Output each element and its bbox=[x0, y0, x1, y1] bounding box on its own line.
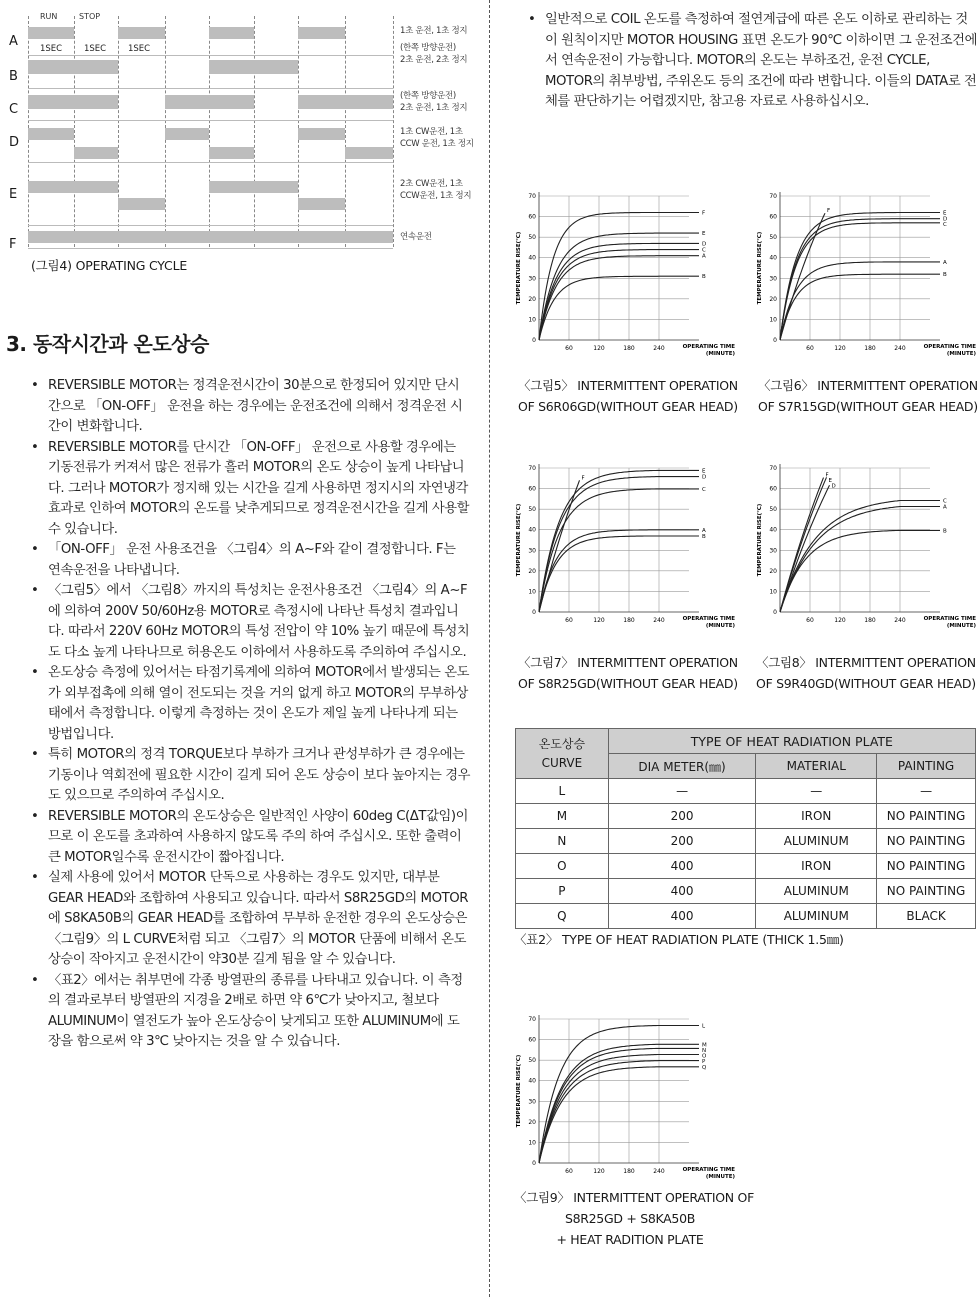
cycle-run-band bbox=[28, 181, 118, 193]
caption-line: + HEAT RADITION PLATE bbox=[556, 1232, 704, 1247]
curve-header-line1: 온도상승 bbox=[538, 736, 586, 751]
y-tick-label: 0 bbox=[532, 337, 536, 344]
x-tick-label: 240 bbox=[894, 345, 906, 352]
series-label: A bbox=[943, 504, 947, 511]
x-tick-label: 240 bbox=[653, 617, 665, 624]
series-label: E bbox=[702, 231, 706, 238]
curve-header bbox=[516, 729, 609, 779]
y-tick-label: 30 bbox=[769, 547, 777, 555]
cycle-run-band bbox=[298, 128, 345, 140]
y-tick-label: 30 bbox=[528, 275, 536, 283]
series-label: L bbox=[702, 1023, 706, 1030]
y-tick-label: 30 bbox=[528, 1098, 536, 1106]
x-tick-label: 180 bbox=[864, 345, 876, 352]
y-tick-label: 40 bbox=[528, 1077, 536, 1085]
table-cell: — bbox=[608, 779, 756, 804]
series-label: P bbox=[702, 1058, 706, 1065]
cycle-run-band bbox=[165, 128, 209, 140]
y-tick-label: 20 bbox=[769, 567, 777, 575]
y-tick-label: 70 bbox=[528, 1016, 536, 1023]
series-label: Q bbox=[702, 1064, 707, 1071]
y-tick-label: 20 bbox=[528, 295, 536, 303]
cycle-row-desc: 1초 CW운전, 1초 CCW 운전, 1초 정지 bbox=[400, 127, 474, 149]
table-cell: — bbox=[756, 779, 877, 804]
table-cell: M bbox=[516, 804, 609, 829]
series-label: A bbox=[702, 253, 706, 260]
x-tick-label: 240 bbox=[653, 1168, 665, 1175]
figure6-chart bbox=[753, 190, 980, 364]
figure4-caption: (그림4) OPERATING CYCLE bbox=[31, 258, 188, 273]
table2-caption: 〈표2〉 TYPE OF HEAT RADIATION PLATE (THICK 1.5㎜) bbox=[514, 932, 844, 947]
caption-line: 〈그림5〉 INTERMITTENT OPERATION bbox=[518, 378, 738, 393]
series-label: F bbox=[827, 208, 831, 215]
y-tick-label: 0 bbox=[532, 609, 536, 616]
cycle-row-label: C bbox=[9, 102, 19, 117]
table-row bbox=[516, 779, 976, 804]
caption-line: S8R25GD + S8KA50B bbox=[564, 1211, 695, 1226]
y-tick-label: 50 bbox=[528, 506, 536, 514]
table-row bbox=[516, 854, 976, 879]
y-tick-label: 60 bbox=[769, 213, 777, 221]
cycle-run-band bbox=[74, 147, 118, 159]
cycle-gridline bbox=[393, 16, 394, 247]
series-line bbox=[539, 1044, 699, 1163]
series-label: E bbox=[702, 468, 706, 475]
y-tick-label: 10 bbox=[528, 1139, 536, 1147]
y-tick-label: 50 bbox=[769, 506, 777, 514]
curve-header-line2: CURVE bbox=[541, 755, 583, 770]
table-cell: 200 bbox=[608, 829, 756, 854]
table-row bbox=[516, 879, 976, 904]
table-cell: N bbox=[516, 829, 609, 854]
series-line bbox=[539, 536, 699, 612]
cycle-run-band bbox=[345, 147, 393, 159]
series-line bbox=[539, 276, 699, 340]
y-axis-label: TEMPERATURE RISE(℃) bbox=[516, 1054, 522, 1128]
series-label: B bbox=[702, 533, 706, 540]
y-tick-label: 0 bbox=[532, 1160, 536, 1167]
y-tick-label: 60 bbox=[528, 213, 536, 221]
material-header: MATERIAL bbox=[756, 754, 877, 779]
x-tick-label: 180 bbox=[623, 345, 635, 352]
cycle-run-band bbox=[118, 27, 165, 39]
table-cell: — bbox=[877, 779, 976, 804]
table-cell: NO PAINTING bbox=[877, 804, 976, 829]
y-tick-label: 60 bbox=[528, 485, 536, 493]
x-axis-label: OPERATING TIME bbox=[682, 1167, 735, 1173]
table-cell: O bbox=[516, 854, 609, 879]
x-tick-label: 60 bbox=[565, 617, 573, 624]
cycle-run-band bbox=[118, 198, 165, 210]
y-tick-label: 70 bbox=[769, 193, 777, 200]
series-line bbox=[780, 213, 825, 340]
x-tick-label: 120 bbox=[593, 345, 605, 352]
cycle-row-separator bbox=[28, 88, 393, 89]
series-line bbox=[539, 250, 699, 340]
x-tick-label: 180 bbox=[623, 617, 635, 624]
y-tick-label: 10 bbox=[769, 588, 777, 596]
y-tick-label: 10 bbox=[528, 588, 536, 596]
table-cell: 400 bbox=[608, 854, 756, 879]
series-label: B bbox=[943, 272, 947, 279]
cycle-row-label: E bbox=[9, 187, 18, 202]
x-tick-label: 240 bbox=[653, 345, 665, 352]
y-tick-label: 70 bbox=[769, 465, 777, 472]
figure9-caption bbox=[514, 1187, 754, 1250]
chart-svg bbox=[512, 190, 742, 360]
x-axis-label: OPERATING TIME bbox=[923, 616, 976, 622]
y-tick-label: 10 bbox=[769, 316, 777, 324]
cycle-gridline bbox=[254, 16, 255, 247]
x-tick-label: 120 bbox=[834, 617, 846, 624]
cycle-sec-label: 1SEC bbox=[128, 44, 151, 54]
y-tick-label: 60 bbox=[528, 1036, 536, 1044]
cycle-run-band bbox=[28, 128, 74, 140]
figure5-caption bbox=[518, 375, 738, 417]
series-label: C bbox=[702, 247, 706, 254]
x-axis-label: (MINUTE) bbox=[705, 623, 735, 629]
caption-line: OF S8R25GD(WITHOUT GEAR HEAD) bbox=[518, 676, 738, 691]
x-axis-label: (MINUTE) bbox=[946, 623, 976, 629]
cycle-gridline bbox=[209, 16, 210, 247]
right-bullet-list bbox=[528, 10, 978, 113]
bullet-item: • REVERSIBLE MOTOR를 단시간 「ON-OFF」 운전으로 사용할 경우에는 기동전류가 커져서 많은 전류가 흘러 MOTOR의 온도 상승이 높게 나타납니다. 그러나 MOTOR가 정지해 있는 시간을 길게 사용하면 정지시의 자연냉각 효과로 인하여 MOTOR의 온도를 낮추게되므로 정격운전시간을 길게 사용할 수 있습니다. bbox=[31, 438, 471, 541]
y-tick-label: 10 bbox=[528, 316, 536, 324]
y-axis-label: TEMPERATURE RISE(℃) bbox=[516, 503, 522, 577]
caption-line: 〈그림9〉 INTERMITTENT OPERATION OF bbox=[514, 1190, 754, 1205]
table-cell: NO PAINTING bbox=[877, 879, 976, 904]
series-line bbox=[780, 213, 940, 341]
figure7-chart bbox=[512, 462, 742, 636]
series-label: C bbox=[943, 498, 947, 505]
cycle-row-label: A bbox=[9, 34, 18, 49]
series-label: M bbox=[702, 1042, 707, 1049]
x-tick-label: 120 bbox=[834, 345, 846, 352]
cycle-row-separator bbox=[28, 55, 393, 56]
caption-line: 〈그림6〉 INTERMITTENT OPERATION bbox=[758, 378, 978, 393]
bullet-item: • 〈그림5〉에서 〈그림8〉까지의 특성치는 운전사용조건 〈그림4〉의 A~F에 의하여 200V 50/60Hz용 MOTOR로 측정시에 나타난 특성치 결과입니다. 따라서 220V 60Hz MOTOR의 특성 전압이 약 10% 높기 때문에 특성치도 다소 높게 나타나므로 허용온도 이하에서 사용하도록 주의하여 주십시오. bbox=[31, 581, 471, 663]
cycle-run-band bbox=[209, 27, 254, 39]
run-label: RUN bbox=[40, 12, 58, 21]
bullet-item: • 실제 사용에 있어서 MOTOR 단독으로 사용하는 경우도 있지만, 대부분 GEAR HEAD와 조합하여 사용되고 있습니다. 따라서 S8R25GD의 MOTOR에 S8KA50B의 GEAR HEAD를 조합하여 무부하 운전한 경우의 온도상승은 〈그림9〉의 L CURVE처럼 되고 〈그림7〉의 MOTOR 단품에 비해서 온도상승이 작아지고 운전시간이 약30분 길게 됨을 알 수 있습니다. bbox=[31, 868, 471, 971]
table-row bbox=[516, 804, 976, 829]
series-line bbox=[780, 485, 830, 612]
x-tick-label: 240 bbox=[894, 617, 906, 624]
series-label: A bbox=[702, 527, 706, 534]
series-label: D bbox=[702, 474, 707, 481]
cycle-row-desc: 1초 운전, 1초 정지 bbox=[400, 26, 468, 36]
y-tick-label: 40 bbox=[769, 526, 777, 534]
figure7-caption bbox=[518, 652, 738, 694]
series-label: A bbox=[943, 259, 947, 266]
cycle-row-separator bbox=[28, 225, 393, 226]
y-tick-label: 30 bbox=[769, 275, 777, 283]
caption-line: 〈그림8〉 INTERMITTENT OPERATION bbox=[756, 655, 976, 670]
y-tick-label: 20 bbox=[769, 295, 777, 303]
diameter-header: DIA METER(㎜) bbox=[608, 754, 756, 779]
figure5-chart bbox=[512, 190, 742, 364]
bullet-item: • 온도상승 측정에 있어서는 타점기록계에 의하여 MOTOR에서 발생되는 온도가 외부접촉에 의해 열이 전도되는 것을 거의 없게 하고 MOTOR의 무부하상태에서 측정합니다. 이렇게 측정하는 것이 온도가 제일 높게 나타나게 되는 방법입니다. bbox=[31, 663, 471, 745]
chart-svg bbox=[512, 462, 742, 632]
painting-header: PAINTING bbox=[877, 754, 976, 779]
y-tick-label: 70 bbox=[528, 465, 536, 472]
cycle-run-band bbox=[209, 181, 298, 193]
x-axis-label: OPERATING TIME bbox=[682, 616, 735, 622]
cycle-row-desc: 2초 CW운전, 1초 CCW운전, 1초 정지 bbox=[400, 179, 472, 201]
series-label: E bbox=[943, 210, 947, 217]
y-axis-label: TEMPERATURE RISE(℃) bbox=[757, 503, 763, 577]
series-label: D bbox=[702, 241, 707, 248]
right-bullet: • 일반적으로 COIL 온도를 측정하여 절연계급에 따른 온도 이하로 관리하는 것이 원칙이지만 MOTOR HOUSING 표면 온도가 90℃ 이하이면 그 운전조건에서 연속운전이 가능합니다. MOTOR의 온도는 부하조건, 운전 CYCLE, MOTOR의 취부방법, 주위온도 등의 조건에 따라 변합니다. 이들의 DATA로 전체를 판단하기는 어렵겠지만, 참고용 자료로 사용하십시오. bbox=[528, 10, 978, 113]
series-label: F bbox=[581, 475, 585, 482]
table-cell: IRON bbox=[756, 854, 877, 879]
caption-line: 〈그림7〉 INTERMITTENT OPERATION bbox=[518, 655, 738, 670]
cycle-run-band bbox=[165, 95, 254, 109]
cycle-sec-label: 1SEC bbox=[40, 44, 63, 54]
cycle-row-label: D bbox=[9, 135, 20, 150]
x-tick-label: 180 bbox=[623, 1168, 635, 1175]
cycle-row-separator bbox=[28, 120, 393, 121]
table-cell: L bbox=[516, 779, 609, 804]
series-line bbox=[780, 507, 940, 613]
cycle-row-desc: 연속운전 bbox=[400, 232, 432, 242]
table-cell: NO PAINTING bbox=[877, 854, 976, 879]
series-line bbox=[539, 470, 699, 612]
table-cell: ALUMINUM bbox=[756, 879, 877, 904]
table-cell: NO PAINTING bbox=[877, 829, 976, 854]
y-axis-label: TEMPERATURE RISE(℃) bbox=[516, 231, 522, 305]
table-cell: ALUMINUM bbox=[756, 829, 877, 854]
series-line bbox=[539, 1067, 699, 1163]
bullet-item: • REVERSIBLE MOTOR는 정격운전시간이 30분으로 한정되어 있지만 단시간으로 「ON-OFF」 운전을 하는 경우에는 운전조건에 의해서 정격운전 시간이 변화합니다. bbox=[31, 376, 471, 438]
series-label: E bbox=[828, 478, 832, 485]
table-row bbox=[516, 829, 976, 854]
cycle-row-desc: (한쪽 방향운전) 2초 운전, 1초 정지 bbox=[400, 91, 468, 113]
y-axis-label: TEMPERATURE RISE(℃) bbox=[757, 231, 763, 305]
cycle-gridline bbox=[345, 16, 346, 247]
series-label: F bbox=[825, 472, 829, 479]
section-title: 3. 동작시간과 온도상승 bbox=[6, 332, 209, 356]
series-label: B bbox=[702, 274, 706, 281]
series-line bbox=[539, 1061, 699, 1163]
series-label: N bbox=[702, 1047, 707, 1054]
cycle-run-band bbox=[209, 147, 254, 159]
cycle-run-band bbox=[298, 198, 345, 210]
column-divider bbox=[489, 0, 490, 1297]
y-tick-label: 70 bbox=[528, 193, 536, 200]
cycle-gridline bbox=[74, 16, 75, 247]
bullet-item: • 특히 MOTOR의 정격 TORQUE보다 부하가 크거나 관성부하가 큰 경우에는 기동이나 역회전에 필요한 시간이 길게 되어 온도 상승이 보다 높아지는 경우도 있으므로 주의하여 주십시오. bbox=[31, 745, 471, 807]
x-tick-label: 60 bbox=[565, 345, 573, 352]
series-label: D bbox=[831, 483, 836, 490]
chart-svg bbox=[753, 462, 980, 632]
chart-svg bbox=[753, 190, 980, 360]
cycle-row-desc: (한쪽 방향운전) 2초 운전, 2초 정지 bbox=[400, 43, 468, 65]
chart-svg bbox=[512, 1013, 742, 1183]
x-axis-label: OPERATING TIME bbox=[682, 344, 735, 350]
x-axis-label: (MINUTE) bbox=[705, 351, 735, 357]
y-tick-label: 50 bbox=[528, 234, 536, 242]
table-cell: IRON bbox=[756, 804, 877, 829]
series-label: C bbox=[943, 222, 947, 229]
x-tick-label: 120 bbox=[593, 1168, 605, 1175]
cycle-row-label: F bbox=[9, 237, 17, 252]
cycle-run-band bbox=[28, 95, 118, 109]
y-tick-label: 0 bbox=[773, 609, 777, 616]
table-cell: Q bbox=[516, 904, 609, 929]
caption-line: OF S6R06GD(WITHOUT GEAR HEAD) bbox=[518, 399, 738, 414]
caption-line: OF S9R40GD(WITHOUT GEAR HEAD) bbox=[756, 676, 976, 691]
x-tick-label: 60 bbox=[806, 345, 814, 352]
y-tick-label: 30 bbox=[528, 547, 536, 555]
y-tick-label: 50 bbox=[528, 1057, 536, 1065]
cycle-run-band bbox=[28, 231, 393, 243]
table-cell: 400 bbox=[608, 879, 756, 904]
cycle-gridline bbox=[118, 16, 119, 247]
figure9-chart bbox=[512, 1013, 742, 1187]
x-axis-label: (MINUTE) bbox=[946, 351, 976, 357]
group-header: TYPE OF HEAT RADIATION PLATE bbox=[608, 729, 975, 754]
table-row bbox=[516, 904, 976, 929]
figure8-caption bbox=[756, 652, 976, 694]
bullet-item: • 〈표2〉에서는 취부면에 각종 방열판의 종류를 나타내고 있습니다. 이 측정의 결과로부터 방열판의 지경을 2배로 하면 약 6℃가 낮아지고, 철보다 ALUMINUM이 열전도가 높아 온도상승이 낮게되고 또한 ALUMINUM에 도장을 함으로써 약 3℃ 낮아지는 것을 알 수 있습니다. bbox=[31, 971, 471, 1053]
cycle-run-band bbox=[298, 95, 393, 109]
y-tick-label: 20 bbox=[528, 1118, 536, 1126]
series-line bbox=[539, 256, 699, 340]
y-tick-label: 60 bbox=[769, 485, 777, 493]
cycle-run-band bbox=[28, 27, 74, 39]
heat-plate-table bbox=[515, 728, 976, 929]
series-line bbox=[780, 274, 940, 340]
table-cell: ALUMINUM bbox=[756, 904, 877, 929]
table-cell: P bbox=[516, 879, 609, 904]
table-cell: 400 bbox=[608, 904, 756, 929]
cycle-run-band bbox=[209, 60, 298, 74]
y-tick-label: 50 bbox=[769, 234, 777, 242]
caption-line: OF S7R15GD(WITHOUT GEAR HEAD) bbox=[758, 399, 978, 414]
x-tick-label: 60 bbox=[806, 617, 814, 624]
figure8-chart bbox=[753, 462, 980, 636]
y-tick-label: 40 bbox=[528, 254, 536, 262]
cycle-run-band bbox=[28, 60, 118, 74]
table-cell: BLACK bbox=[877, 904, 976, 929]
y-tick-label: 20 bbox=[528, 567, 536, 575]
left-bullet-list bbox=[31, 376, 471, 1053]
cycle-row-separator bbox=[28, 248, 393, 249]
series-label: B bbox=[943, 528, 947, 535]
cycle-run-band bbox=[298, 27, 345, 39]
bullet-item: • REVERSIBLE MOTOR의 온도상승은 일반적인 사양이 60deg C(ΔT값임)이므로 이 온도를 초과하여 사용하지 않도록 주의 하여 주십시오. 또한 출력이 큰 MOTOR일수록 운전시간이 짧아집니다. bbox=[31, 807, 471, 869]
table-body bbox=[516, 779, 976, 929]
cycle-row-label: B bbox=[9, 69, 18, 84]
x-axis-label: OPERATING TIME bbox=[923, 344, 976, 350]
y-tick-label: 0 bbox=[773, 337, 777, 344]
bullet-item: • 「ON-OFF」 운전 사용조건을 〈그림4〉의 A~F와 같이 결정합니다. F는 연속운전을 나타냅니다. bbox=[31, 540, 471, 581]
x-tick-label: 180 bbox=[864, 617, 876, 624]
stop-label: STOP bbox=[79, 12, 101, 21]
series-label: F bbox=[702, 210, 706, 217]
series-label: O bbox=[702, 1053, 707, 1060]
series-label: C bbox=[702, 486, 706, 493]
figure6-caption bbox=[758, 375, 978, 417]
cycle-row-separator bbox=[28, 162, 393, 163]
series-line bbox=[539, 1055, 699, 1164]
y-tick-label: 40 bbox=[769, 254, 777, 262]
table-cell: 200 bbox=[608, 804, 756, 829]
cycle-sec-label: 1SEC bbox=[84, 44, 107, 54]
x-axis-label: (MINUTE) bbox=[705, 1174, 735, 1180]
y-tick-label: 40 bbox=[528, 526, 536, 534]
x-tick-label: 120 bbox=[593, 617, 605, 624]
series-label: D bbox=[943, 216, 948, 223]
series-line bbox=[780, 501, 940, 613]
series-line bbox=[780, 262, 940, 340]
x-tick-label: 60 bbox=[565, 1168, 573, 1175]
